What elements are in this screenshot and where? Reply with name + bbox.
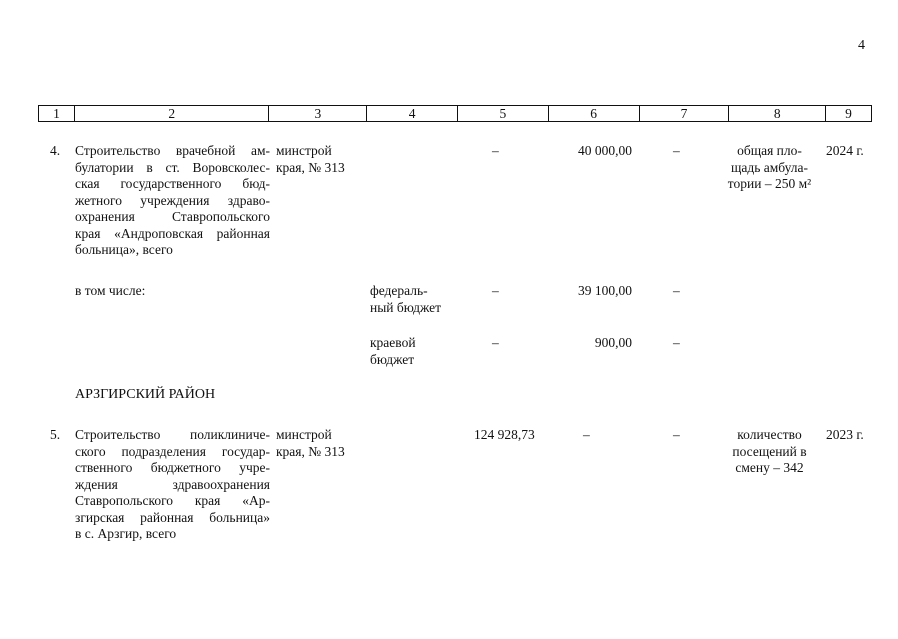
header-col-6: 6 (549, 106, 640, 121)
regional-source-line: краевой (370, 335, 416, 350)
header-col-3: 3 (269, 106, 367, 121)
header-col-4: 4 (367, 106, 458, 121)
row5-col8-line: смену – 342 (735, 460, 804, 475)
row5-name-line: згирская районная больница» (75, 509, 270, 525)
header-col-8: 8 (729, 106, 826, 121)
row4-col9: 2024 г. (826, 143, 864, 158)
row4-name-line: булатории в ст. Воровсколес- (75, 159, 270, 175)
federal-source (370, 283, 441, 316)
row4-name-line: жетного учреждения здраво- (75, 192, 270, 208)
row5-name-line: в с. Арзгир, всего (75, 526, 177, 541)
row5-customer-line: минстрой (276, 427, 332, 442)
row5-name-line: Строительство поликлиниче- (75, 427, 270, 442)
row5-name-line: ждения здравоохранения (75, 476, 270, 492)
row4-name-line: края «Андроповская районная (75, 225, 270, 241)
header-col-5: 5 (458, 106, 549, 121)
table-header-row (38, 105, 872, 122)
row4-name-line: охранения Ставропольского (75, 209, 270, 224)
row5-col8-line: количество (737, 427, 802, 442)
row5-name-line: ственного бюджетного учре- (75, 460, 270, 475)
header-col-2: 2 (75, 106, 270, 121)
row4-name-line: больница», всего (75, 242, 173, 257)
row5-name-line: Ставропольского края «Ар- (75, 493, 270, 508)
row5-number: 5. (50, 427, 61, 442)
header-col-7: 7 (640, 106, 730, 121)
row5-col6: – (583, 427, 590, 442)
row5-customer-line: края, № 313 (276, 443, 345, 459)
page-number: 4 (858, 38, 865, 53)
row5-col5: 124 928,73 (474, 427, 535, 442)
row4-col8-line: тории – 250 м² (727, 176, 812, 191)
row4-customer (276, 143, 345, 176)
including-label: в том числе: (75, 283, 146, 298)
district-heading: АРЗГИРСКИЙ РАЙОН (75, 387, 216, 402)
regional-col7: – (673, 335, 680, 350)
federal-col6: 39 100,00 (578, 283, 632, 298)
row4-name (75, 143, 270, 259)
regional-source (370, 335, 416, 368)
row4-col6: 40 000,00 (578, 143, 632, 158)
federal-col5: – (492, 283, 499, 298)
row4-col8 (722, 143, 817, 193)
row5-name-line: ского подразделения государ- (75, 443, 270, 459)
row5-col9: 2023 г. (826, 427, 864, 442)
row5-col8 (722, 427, 817, 477)
row5-customer (276, 427, 345, 460)
regional-col6: 900,00 (594, 335, 632, 350)
federal-source-line: ный бюджет (370, 299, 442, 315)
row4-col7: – (673, 143, 680, 158)
row4-col8-line: щадь амбула- (730, 159, 809, 175)
row5-col7: – (673, 427, 680, 442)
row5-col8-line: посещений в (732, 443, 807, 459)
header-col-9: 9 (845, 106, 852, 121)
row4-customer-line: края, № 313 (276, 159, 345, 175)
row4-col8-line: общая пло- (737, 143, 802, 158)
federal-source-line: федераль- (370, 283, 428, 298)
row4-name-line: ская государственного бюд- (75, 176, 270, 191)
row5-name (75, 427, 270, 543)
regional-source-line: бюджет (370, 351, 415, 367)
row4-customer-line: минстрой (276, 143, 332, 158)
row4-col5: – (492, 143, 499, 158)
row4-number: 4. (50, 143, 61, 158)
regional-col5: – (492, 335, 499, 350)
header-col-1: 1 (39, 106, 75, 121)
federal-col7: – (673, 283, 680, 298)
row4-name-line: Строительство врачебной ам- (75, 143, 270, 158)
